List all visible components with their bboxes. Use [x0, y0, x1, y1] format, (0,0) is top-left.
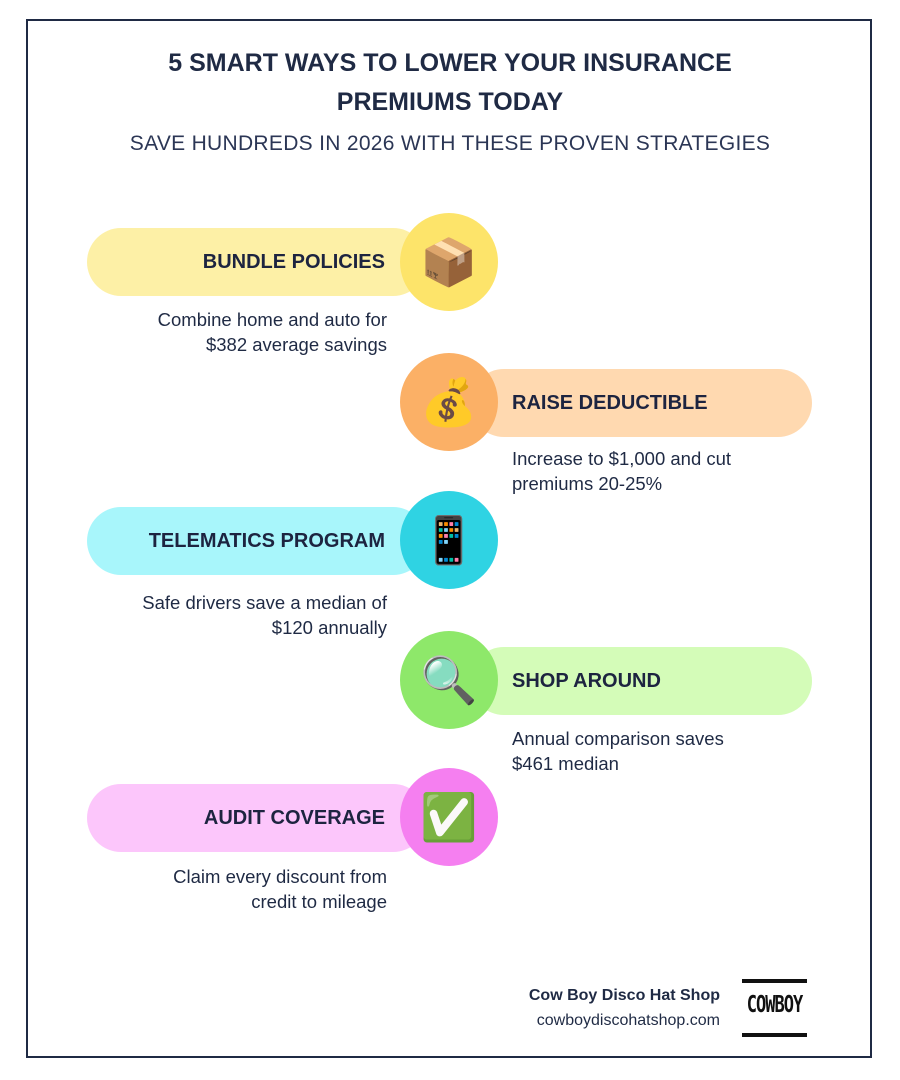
- money-bag-icon: 💰: [400, 353, 498, 451]
- brand-url[interactable]: cowboydiscohatshop.com: [536, 1012, 720, 1029]
- tip-label: AUDIT COVERAGE: [203, 806, 385, 829]
- magnifying-glass-icon: 🔍: [400, 631, 498, 729]
- page-subtitle: SAVE HUNDREDS IN 2026 WITH THESE PROVEN STRATEGIES: [129, 132, 771, 155]
- page-title: [0, 44, 900, 122]
- tip-description: Claim every discount from credit to mileage: [173, 866, 387, 912]
- tip-label: BUNDLE POLICIES: [202, 250, 385, 273]
- tip-pill-telematics-program: [87, 507, 427, 575]
- logo-bar-top: [742, 979, 807, 983]
- tip-label: SHOP AROUND: [512, 669, 661, 692]
- tip-pill-shop-around: [470, 647, 812, 715]
- mobile-phone-icon: 📱: [400, 491, 498, 589]
- logo-wordmark: COWBOY: [746, 991, 803, 1019]
- tip-pill-audit-coverage: [87, 784, 427, 852]
- tip-description: Safe drivers save a median of $120 annually: [142, 592, 387, 638]
- tip-label: TELEMATICS PROGRAM: [148, 529, 385, 552]
- tip-description: Increase to $1,000 and cut premiums 20-25%: [512, 448, 732, 494]
- logo-bar-bottom: [742, 1033, 807, 1037]
- brand-logo: [742, 979, 807, 1037]
- brand-name: Cow Boy Disco Hat Shop: [528, 987, 720, 1004]
- tip-pill-bundle-policies: [87, 228, 427, 296]
- tip-label: RAISE DEDUCTIBLE: [512, 391, 708, 414]
- title-line-2: PREMIUMS TODAY: [336, 88, 564, 116]
- package-icon: 📦: [400, 213, 498, 311]
- tip-description: Annual comparison saves $461 median: [512, 728, 724, 774]
- tip-pill-raise-deductible: [470, 369, 812, 437]
- check-mark-icon: ✅: [400, 768, 498, 866]
- title-line-1: 5 SMART WAYS TO LOWER YOUR INSURANCE: [168, 49, 732, 77]
- tip-description: Combine home and auto for $382 average savings: [157, 309, 387, 355]
